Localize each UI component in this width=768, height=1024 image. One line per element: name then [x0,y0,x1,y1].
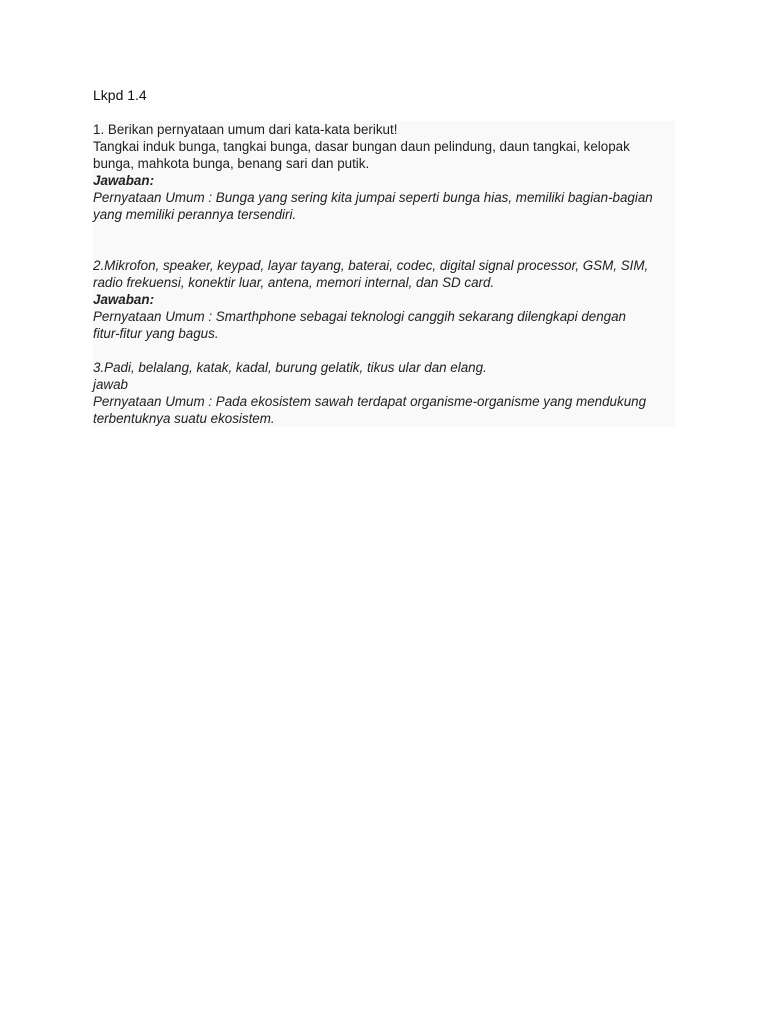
question-2 [93,257,675,342]
spacer [93,342,675,359]
question-3-answer-label: jawab [93,377,128,392]
question-1-words-line-1: Tangkai induk bunga, tangkai bunga, dasar bungan daun pelindung, daun tangkai, kelopak [93,139,630,154]
spacer [93,223,675,257]
question-3-answer-line-2: terbentuknya suatu ekosistem. [93,411,275,426]
question-2-answer-line-1: Pernyataan Umum : Smarthphone sebagai teknologi canggih sekarang dilengkapi dengan [93,309,627,324]
question-1-prompt: 1. Berikan pernyataan umum dari kata-kata berikut! [93,122,398,137]
question-2-words-line-1: 2.Mikrofon, speaker, keypad, layar tayang, baterai, codec, digital signal processor, GSM, SIM, [93,258,649,273]
question-3-answer-line-1: Pernyataan Umum : Pada ekosistem sawah terdapat organisme-organisme yang mendukung [93,394,647,409]
question-2-answer-line-2: fitur-fitur yang bagus. [93,326,219,341]
question-1-answer-label: Jawaban: [93,173,155,188]
question-1 [93,121,675,223]
question-3 [93,359,675,427]
question-2-words-line-2: radio frekuensi, konektir luar, antena, memori internal, dan SD card. [93,275,495,290]
question-1-answer-line-1: Pernyataan Umum : Bunga yang sering kita jumpai seperti bunga hias, memiliki bagian-bagian [93,190,653,205]
question-1-answer-line-2: yang memiliki perannya tersendiri. [93,207,297,222]
question-2-answer-label: Jawaban: [93,292,155,307]
document-body [93,121,675,427]
document-title: Lkpd 1.4 [93,87,147,103]
question-1-words-line-2: bunga, mahkota bunga, benang sari dan putik. [93,156,370,171]
question-3-words-line-1: 3.Padi, belalang, katak, kadal, burung gelatik, tikus ular dan elang. [93,360,487,375]
